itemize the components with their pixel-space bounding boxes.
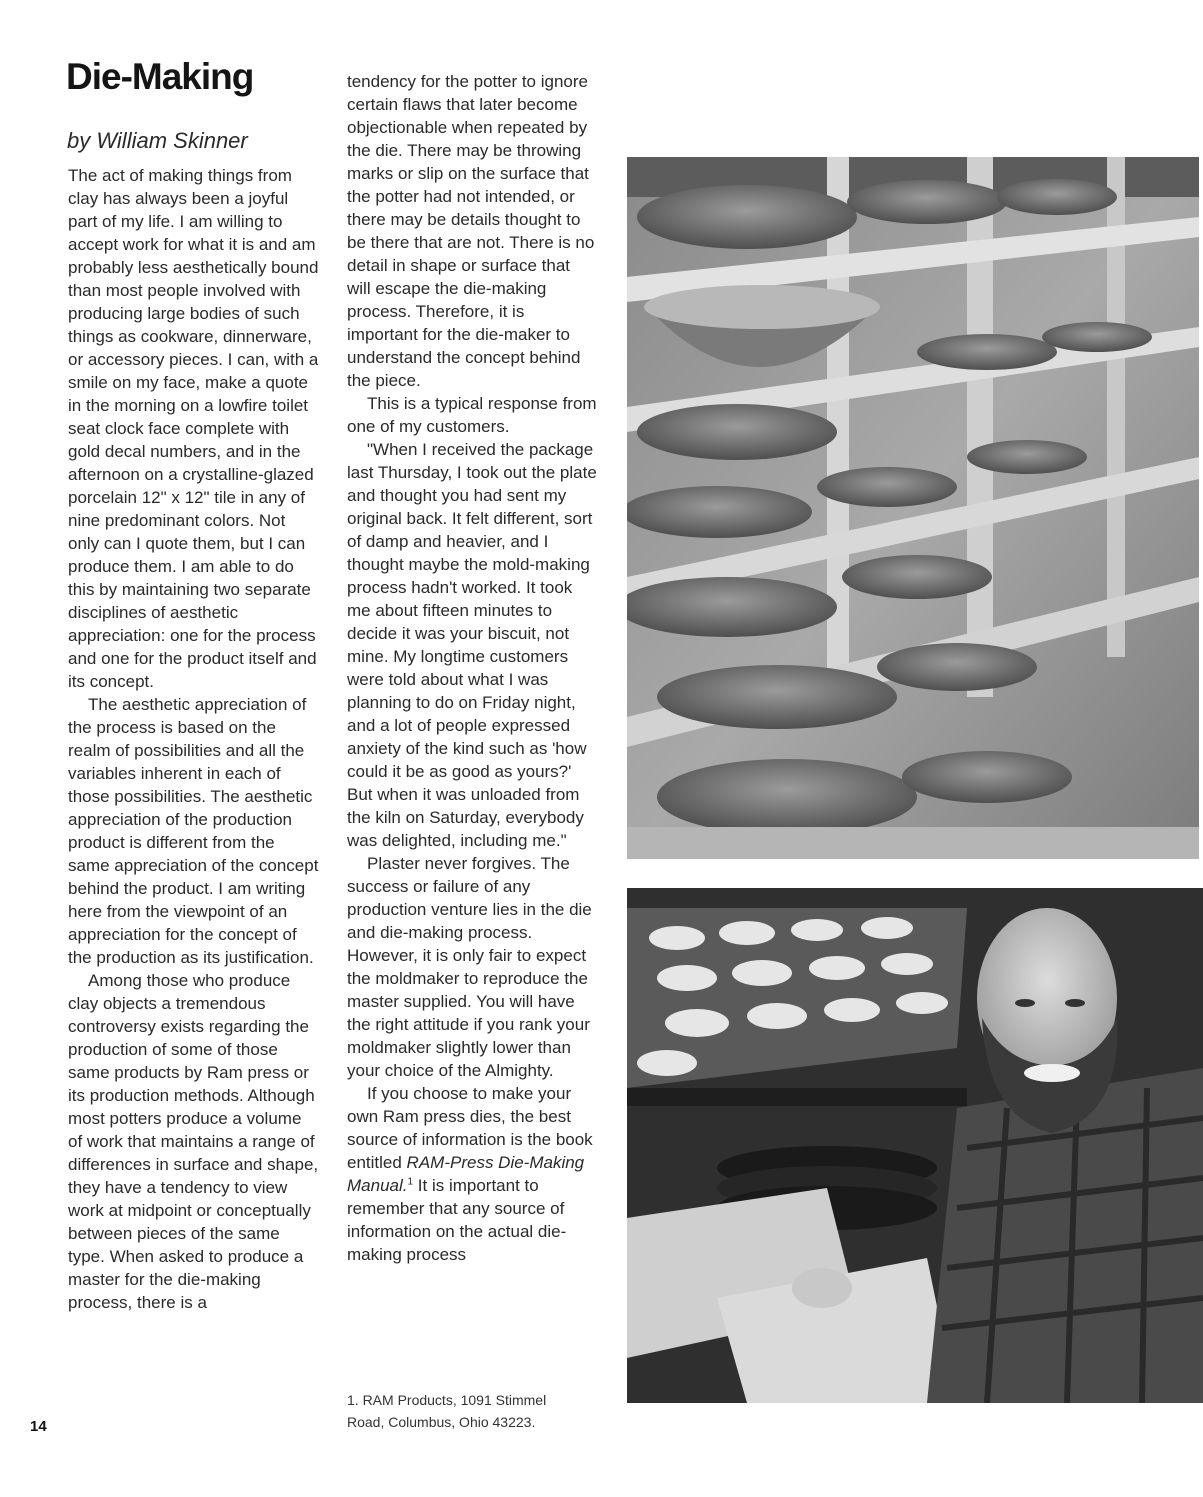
paragraph: Plaster never forgives. The success or failure of any production venture lies in the die and die-making process. However, it is only fair to expect the moldmaker to reproduce the master supplied. You will have the right attitude if you rank your moldmaker slightly lower than your choice of the Almighty. — [347, 854, 592, 1080]
paragraph: This is a typical response from one of my customers. — [347, 394, 597, 436]
article-byline: by William Skinner — [67, 128, 248, 153]
paragraph: The act of making things from clay has always been a joyful part of my life. I am willing to accept work for what it is and am probably less aesthetically bound than most people involved with producing large bodies of such things as cookware, dinnerware, or accessory pieces. I can, with a smile on my face, make a quote in the morning on a lowfire toilet seat clock face complete with gold decal numbers, and in the afternoon on a crystalline-glazed porcelain 12" x 12" tile in any of nine predominant colors. Not only can I quote them, but I can produce them. I am able to do this by maintaining two separate disciplines of aesthetic appreciation: one for the process and one for the product itself and its concept. — [68, 166, 319, 691]
footnote-ref: 1 — [407, 1176, 414, 1188]
photo-pottery-shelves — [627, 157, 1199, 859]
paragraph — [347, 1082, 597, 1266]
book-title: RAM-Press Die-Making Manual. — [347, 1153, 585, 1195]
footnote-line: 1. RAM Products, 1091 Stimmel — [347, 1392, 547, 1408]
paragraph-text: If you choose to make your own Ram press dies, the best source of information is the book entitled — [347, 1084, 593, 1172]
page-number: 14 — [30, 1418, 47, 1435]
footnote-line: Road, Columbus, Ohio 43223. — [347, 1414, 536, 1430]
pottery-shelves-image — [627, 157, 1199, 859]
photo-potter-portrait — [627, 888, 1203, 1403]
paragraph: tendency for the potter to ignore certain flaws that later become objectionable when repeated by the die. There may be throwing marks or slip on the surface that the potter had not intended, or there may be details thought to be there that are not. There is no detail in shape or surface that will escape the die-making process. Therefore, it is important for the die-maker to understand the concept behind the piece. — [347, 72, 595, 390]
quote-paragraph: "When I received the package last Thursday, I took out the plate and thought you had sent my original back. It felt different, sort of damp and heavier, and I thought maybe the mold-making process hadn't worked. It took me about fifteen minutes to decide it was your biscuit, not mine. My longtime customers were told about what I was planning to do on Friday night, and a lot of people expressed anxiety of the kind such as 'how could it be as good as yours?' But when it was unloaded from the kiln on Saturday, everybody was delighted, including me." — [347, 440, 597, 850]
text-column-1 — [68, 164, 320, 1314]
paragraph: The aesthetic appreciation of the process is based on the realm of possibilities and all the variables inherent in each of those possibilities. The aesthetic appreciation of the production product is different from the same appreciation of the concept behind the product. I am writing here from the viewpoint of an appreciation for the concept of the production as its justification. — [68, 695, 319, 967]
paragraph: Among those who produce clay objects a tremendous controversy exists regarding the production of some of those same products by Ram press or its production methods. Although most potters produce a volume of work that maintains a range of differences in surface and shape, they have a tendency to view work at midpoint or conceptually between pieces of the same type. When asked to produce a master for the die-making process, there is a — [68, 971, 319, 1312]
article-title: Die-Making — [66, 56, 254, 97]
potter-portrait-image — [627, 888, 1203, 1403]
paragraph-text: It is important to remember that any source of information on the actual die-making process — [347, 1176, 567, 1264]
footnote — [347, 1389, 597, 1433]
text-column-2 — [347, 70, 597, 1266]
